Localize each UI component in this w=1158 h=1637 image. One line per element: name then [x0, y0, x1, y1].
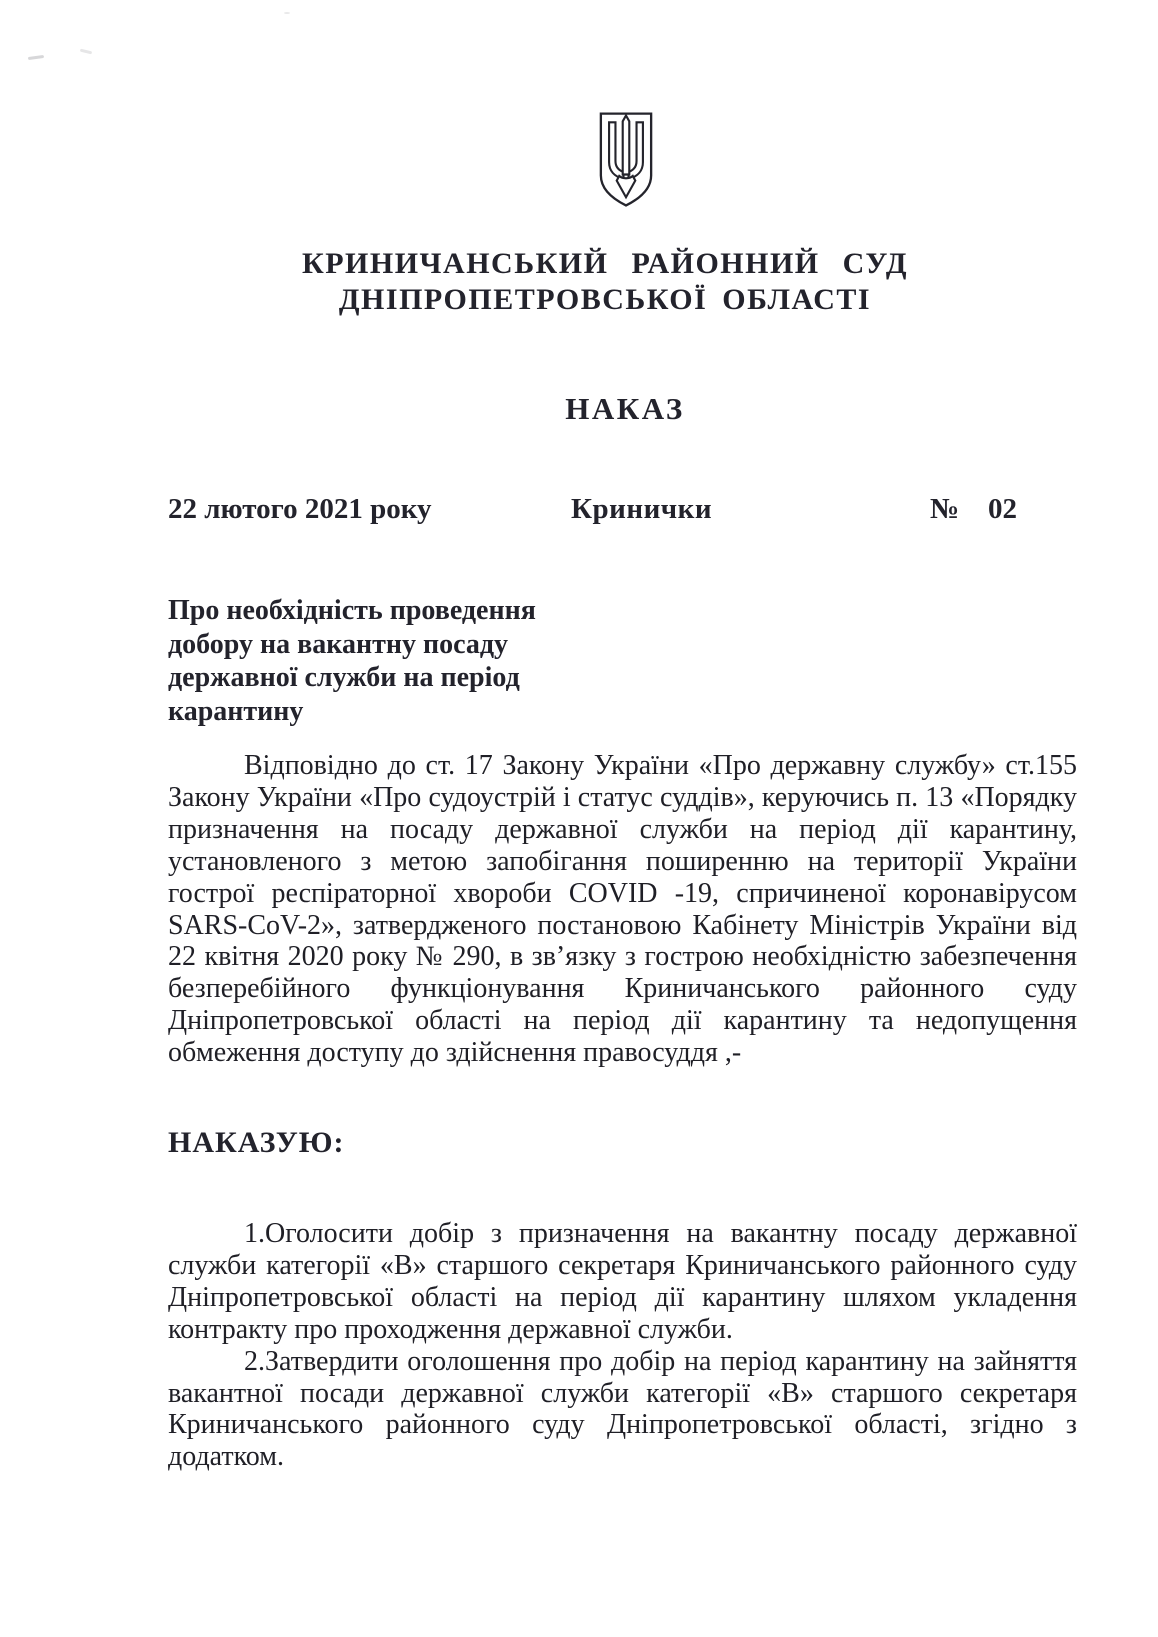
subject-line: Про необхідність проведення	[168, 595, 536, 626]
scan-artifact	[28, 55, 44, 60]
order-item-1: 1.Оголосити добір з призначення на вакантну посаду державної служби категорії «В» старшого секретаря Криничанського районного суду Дніпропетровської області на період дії карантину шляхом укладення контракту про проходження державної служби.	[168, 1218, 1077, 1345]
court-name-header	[140, 246, 1070, 318]
order-item-2: 2.Затвердити оголошення про добір на період карантину на зайняття вакантної посади державної служби категорії «В» старшого секретаря Криничанського районного суду Дніпропетровської області, згідно з додатком.	[168, 1345, 1077, 1473]
number-sign: №	[930, 493, 960, 525]
date-place-number-row	[0, 493, 1158, 527]
issue-place: Кринички	[571, 493, 713, 525]
scan-artifact	[80, 49, 92, 55]
order-items	[168, 1218, 1077, 1473]
issue-date: 22 лютого 2021 року	[168, 493, 432, 525]
preamble-paragraph: Відповідно до ст. 17 Закону України «Про державну службу» ст.155 Закону України «Про судоустрій і статус суддів», керуючись п. 13 «Порядку призначення на посаду державної служби на період дії карантину, установленого з метою запобігання поширенню на території України гострої респіраторної хвороби COVID -19, спричиненої коронавірусом SARS-CoV-2», затвердженого постановою Кабінету Міністрів України від 22 квітня 2020 року № 290, в зв’язку з гострою необхідністю забезпечення безперебійного функціонування Криничанського районного суду Дніпропетровської області на період дії карантину та недопущення обмеження доступу до здійснення правосуддя ,-	[168, 750, 1077, 1069]
ukraine-trident-emblem-icon	[597, 111, 655, 209]
order-heading: НАКАЗУЮ:	[168, 1126, 345, 1159]
subject-line: державної служби на період	[168, 662, 520, 694]
document-number: 02	[988, 493, 1017, 525]
order-subject	[168, 594, 628, 728]
court-name-line1: КРИНИЧАНСЬКИЙ РАЙОННИЙ СУД	[301, 247, 909, 280]
subject-line: карантину	[168, 695, 304, 727]
court-name-line2: ДНІПРОПЕТРОВСЬКОЇ ОБЛАСТІ	[338, 283, 872, 316]
scan-artifact	[284, 12, 290, 14]
document-type-title: НАКАЗ	[565, 391, 685, 426]
subject-line: добору на вакантну посаду	[168, 628, 509, 660]
